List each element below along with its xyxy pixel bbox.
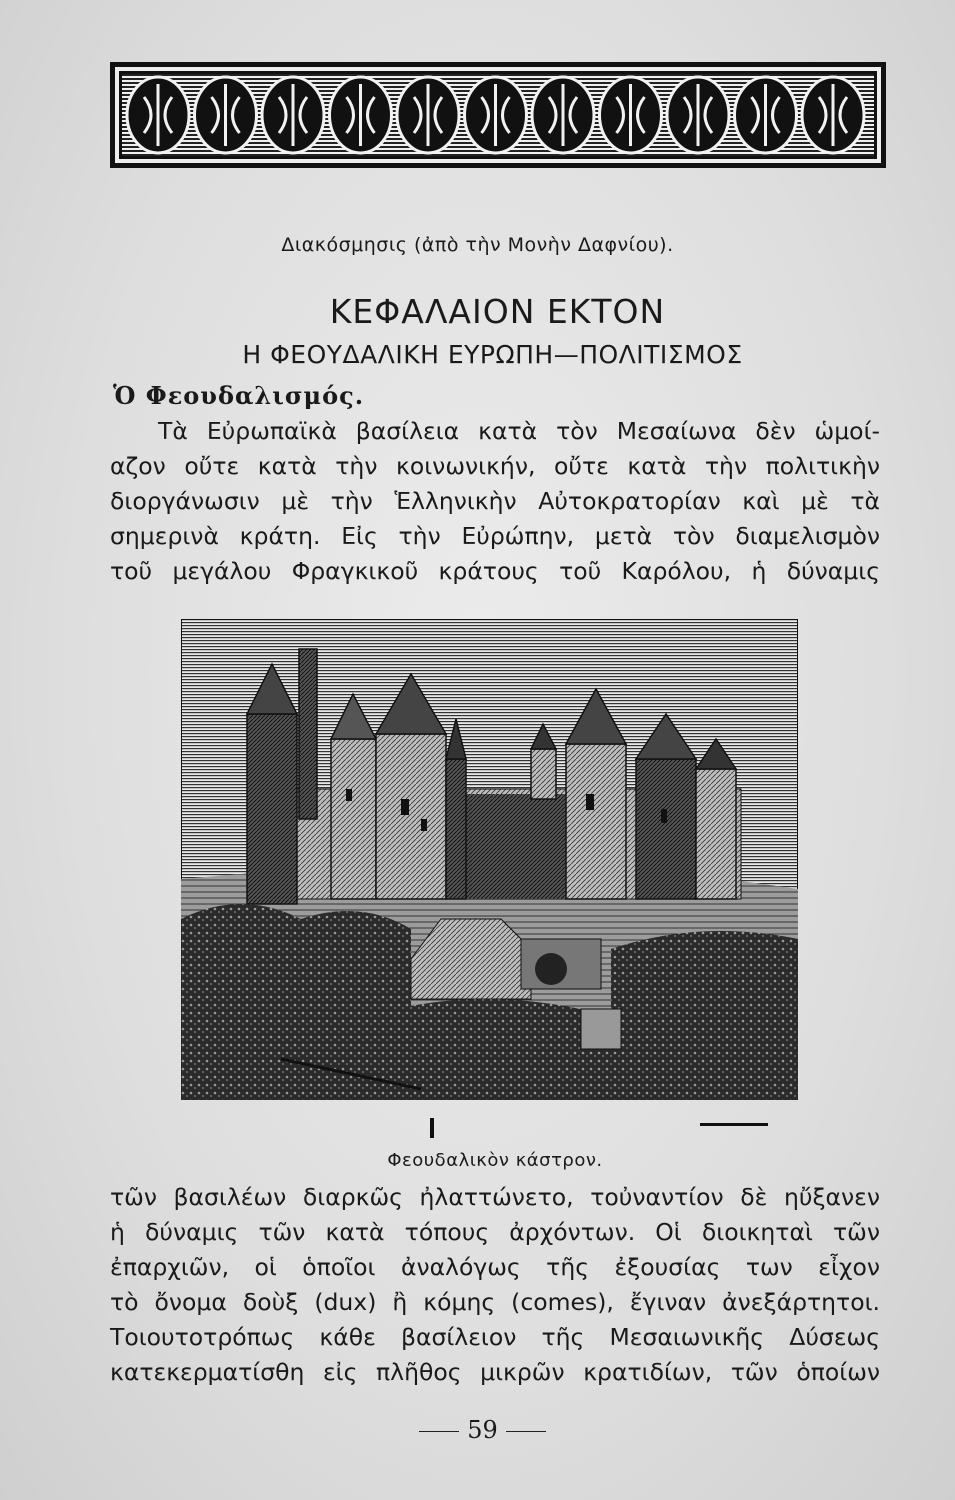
castle-engraving	[181, 619, 798, 1100]
text-line: Τὰ Εὐρωπαϊκὰ βασίλεια κατὰ τὸν Μεσαίωνα δὲν ὡμοί-	[158, 417, 880, 445]
section-heading: Ὁ Φεουδαλισμός.	[113, 381, 365, 410]
dash-right	[506, 1431, 546, 1432]
ornamental-header-band	[110, 62, 886, 168]
text-line: σημερινὰ κράτη. Εἰς τὴν Εὐρώπην, μετὰ τὸν διαμελισμὸν	[110, 522, 880, 550]
text-line: ἡ δύναμις τῶν κατὰ τόπους ἀρχόντων. Οἱ διοικηταὶ τῶν	[110, 1218, 880, 1246]
text-line: Τοιουτοτρόπως κάθε βασίλειον τῆς Μεσαιωνικῆς Δύσεως	[110, 1323, 880, 1351]
text-line: τῶν βασιλέων διαρκῶς ἠλαττώνετο, τοὐναντίον δὲ ηὔξανεν	[110, 1183, 880, 1211]
text-line: τοῦ μεγάλου Φραγκικοῦ κράτους τοῦ Καρόλου, ἡ δύναμις	[110, 557, 880, 585]
page-number-area	[0, 1416, 955, 1444]
paragraph-1	[110, 414, 880, 589]
page-number: 59	[467, 1416, 498, 1444]
paragraph-2	[110, 1180, 880, 1390]
text-line: αζον οὔτε κατὰ τὴν κοινωνικήν, οὔτε κατὰ τὴν πολιτικὴν	[110, 452, 880, 480]
dash-left	[419, 1431, 459, 1432]
text-line: τὸ ὄνομα δοὺξ (dux) ἢ κόμης (comes), ἔγιναν ἀνεξάρτητοι.	[110, 1288, 880, 1316]
text-line: ἐπαρχιῶν, οἱ ὁποῖοι ἀναλόγως τῆς ἐξουσίας των εἶχον	[110, 1253, 880, 1281]
text-line: διοργάνωσιν μὲ τὴν Ἑλληνικὴν Αὐτοκρατορίαν καὶ μὲ τὰ	[110, 487, 880, 515]
figure-divider-mark	[430, 1118, 768, 1142]
text-line: κατεκερματίσθη εἰς πλῆθος μικρῶν κρατιδίων, τῶν ὁποίων	[110, 1358, 880, 1386]
chapter-subtitle: Η ΦΕΟΥΔΑΛΙΚΗ ΕΥΡΩΠΗ—ΠΟΛΙΤΙΣΜΟΣ	[242, 340, 743, 369]
figure-caption: Φεουδαλικὸν κάστρον.	[387, 1150, 603, 1171]
ornament-caption: Διακόσμησις (ἀπὸ τὴν Μονὴν Δαφνίου).	[281, 234, 674, 256]
chapter-title: ΚΕΦΑΛΑΙΟΝ ΕΚΤΟΝ	[329, 292, 666, 331]
